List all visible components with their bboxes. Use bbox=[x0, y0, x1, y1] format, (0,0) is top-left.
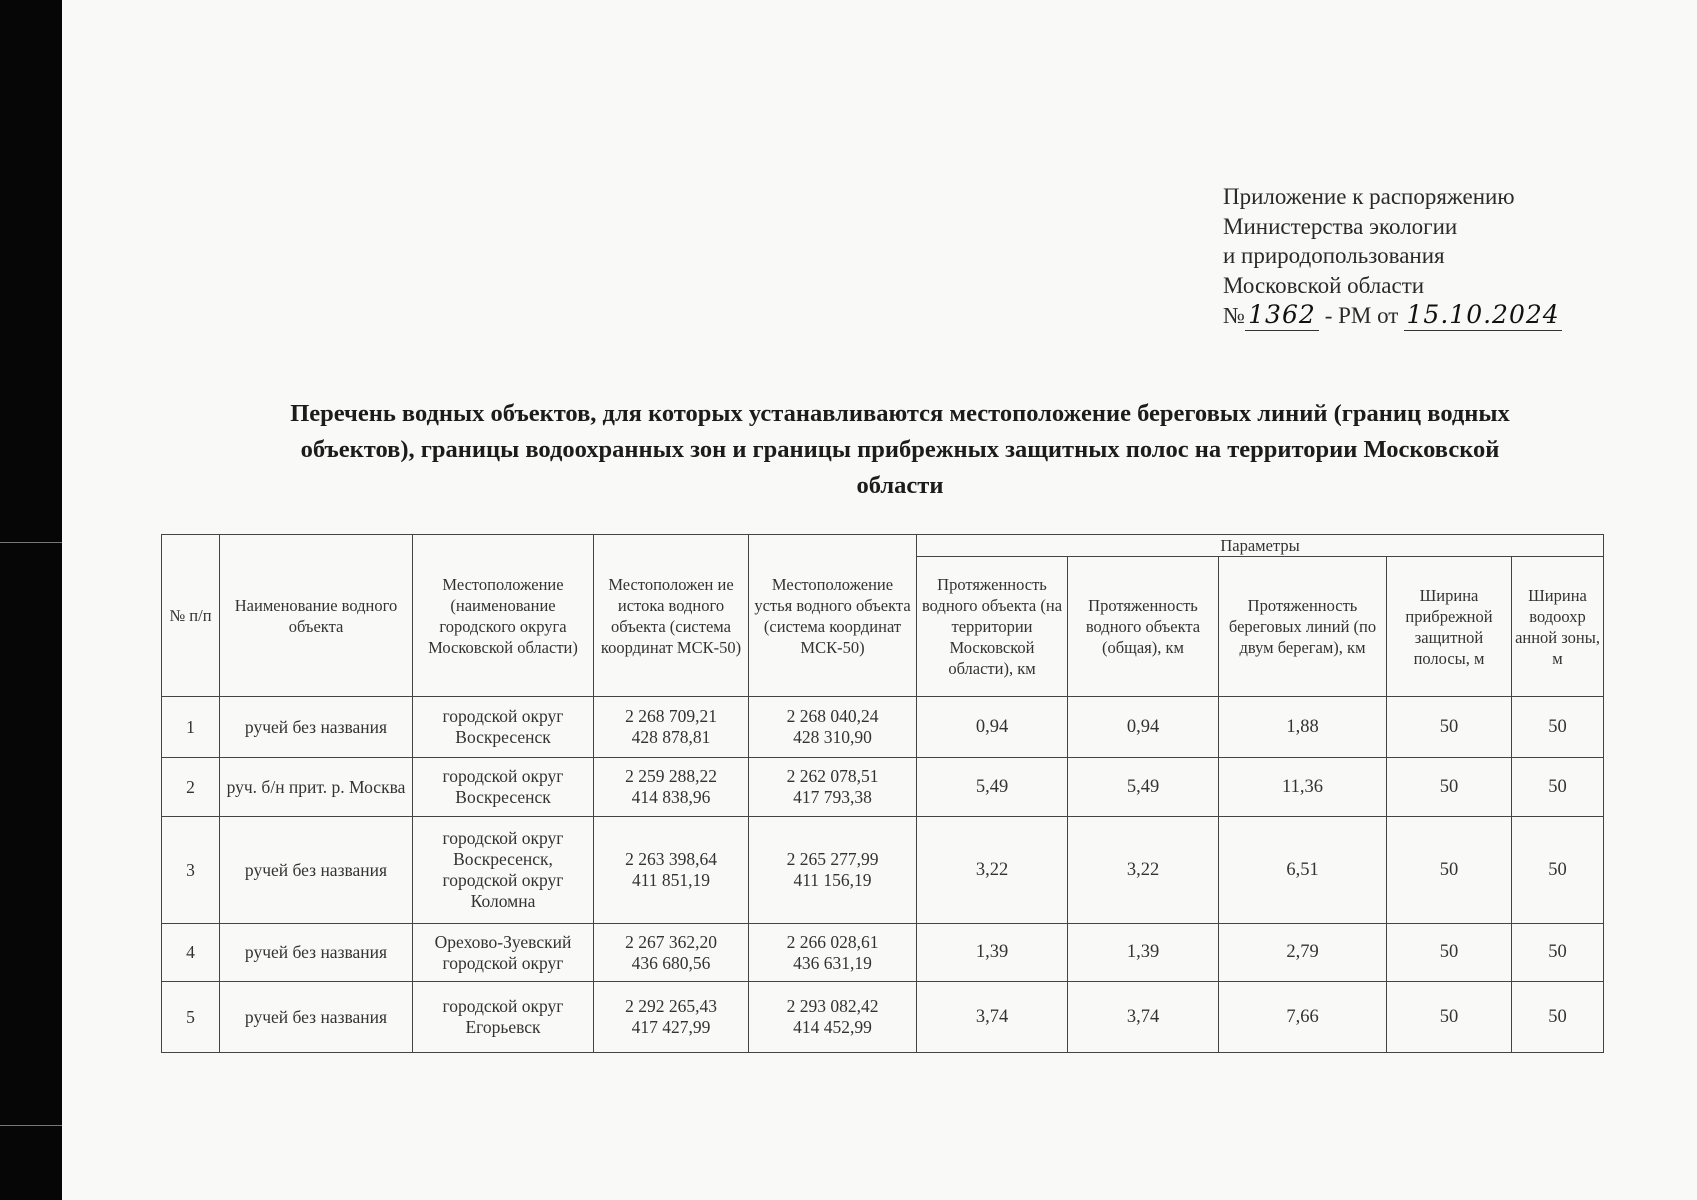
cell-location: городской округ Воскресенск bbox=[413, 697, 594, 758]
header-protection-zone: Ширина водоохр анной зоны, м bbox=[1512, 557, 1604, 697]
title-line: области bbox=[856, 472, 944, 499]
cell-coastal-strip: 50 bbox=[1387, 982, 1512, 1053]
cell-coastal-strip: 50 bbox=[1387, 697, 1512, 758]
approval-line: Московской области bbox=[1223, 272, 1425, 298]
coord-x: 2 259 288,22 bbox=[625, 766, 717, 786]
cell-shoreline: 11,36 bbox=[1219, 758, 1387, 817]
coord-y: 411 851,19 bbox=[631, 870, 711, 890]
table-row bbox=[162, 982, 1604, 1053]
header-mouth: Местоположение устья водного объекта (система координат МСК-50) bbox=[749, 535, 917, 697]
cell-source bbox=[594, 697, 749, 758]
cell-name: ручей без названия bbox=[220, 982, 413, 1053]
cell-shoreline: 2,79 bbox=[1219, 924, 1387, 982]
cell-shoreline: 7,66 bbox=[1219, 982, 1387, 1053]
coord-y: 428 878,81 bbox=[631, 727, 711, 747]
cell-protection-zone: 50 bbox=[1512, 758, 1604, 817]
handwritten-order-date: 15.10.2024 bbox=[1404, 300, 1562, 331]
approval-line: Министерства экологии bbox=[1223, 213, 1458, 239]
cell-length-region: 5,49 bbox=[917, 758, 1068, 817]
cell-protection-zone: 50 bbox=[1512, 924, 1604, 982]
title-line: Перечень водных объектов, для которых устанавливаются местоположение береговых линий (границ водных bbox=[290, 400, 1510, 427]
coord-y: 436 680,56 bbox=[631, 952, 711, 973]
cell-source bbox=[594, 924, 749, 982]
cell-mouth bbox=[749, 924, 917, 982]
approval-block bbox=[1223, 182, 1562, 331]
table-row bbox=[162, 758, 1604, 817]
cell-num: 1 bbox=[162, 697, 220, 758]
number-prefix: № bbox=[1223, 303, 1245, 328]
cell-length-region: 3,22 bbox=[917, 817, 1068, 924]
cell-mouth bbox=[749, 982, 917, 1053]
cell-num: 3 bbox=[162, 817, 220, 924]
number-suffix: - РМ от bbox=[1324, 303, 1399, 328]
header-location: Местоположение (наименование городского округа Московской области) bbox=[413, 535, 594, 697]
coord-y: 414 838,96 bbox=[631, 787, 711, 807]
water-objects-table bbox=[161, 534, 1604, 1053]
cell-length-total: 5,49 bbox=[1068, 758, 1219, 817]
cell-coastal-strip: 50 bbox=[1387, 924, 1512, 982]
cell-mouth bbox=[749, 817, 917, 924]
header-coastal-strip: Ширина прибрежной защитной полосы, м bbox=[1387, 557, 1512, 697]
cell-coastal-strip: 50 bbox=[1387, 758, 1512, 817]
coord-x: 2 263 398,64 bbox=[625, 849, 717, 869]
title-line: объектов), границы водоохранных зон и границы прибрежных защитных полос на территории Московской bbox=[300, 436, 1500, 463]
cell-name: руч. б/н прит. р. Москва bbox=[220, 758, 413, 817]
cell-location: Орехово-Зуевский городской округ bbox=[413, 924, 594, 982]
cell-protection-zone: 50 bbox=[1512, 817, 1604, 924]
cell-length-region: 0,94 bbox=[917, 697, 1068, 758]
header-num: № п/п bbox=[162, 535, 220, 697]
cell-name: ручей без названия bbox=[220, 817, 413, 924]
header-shoreline: Протяженность береговых линий (по двум берегам), км bbox=[1219, 557, 1387, 697]
document-title bbox=[170, 396, 1630, 504]
coord-x: 2 268 040,24 bbox=[786, 706, 879, 726]
cell-protection-zone: 50 bbox=[1512, 982, 1604, 1053]
coord-x: 2 267 362,20 bbox=[625, 931, 717, 952]
coord-y: 436 631,19 bbox=[793, 952, 872, 973]
cell-mouth bbox=[749, 758, 917, 817]
approval-line: и природопользования bbox=[1223, 243, 1445, 268]
header-parameters: Параметры bbox=[917, 535, 1604, 557]
coord-y: 417 793,38 bbox=[793, 787, 872, 807]
cell-source bbox=[594, 982, 749, 1053]
header-name: Наименование водного объекта bbox=[220, 535, 413, 697]
table-row bbox=[162, 697, 1604, 758]
coord-y: 414 452,99 bbox=[793, 1017, 872, 1037]
cell-location: городской округ Воскресенск bbox=[413, 758, 594, 817]
cell-name: ручей без названия bbox=[220, 924, 413, 982]
cell-length-region: 3,74 bbox=[917, 982, 1068, 1053]
coord-x: 2 266 028,61 bbox=[786, 931, 879, 952]
cell-source bbox=[594, 817, 749, 924]
cell-location: городской округ Воскресенск, городской округ Коломна bbox=[413, 817, 594, 924]
coord-x: 2 268 709,21 bbox=[625, 706, 717, 726]
scan-margin-line bbox=[0, 542, 62, 543]
coord-x: 2 262 078,51 bbox=[786, 766, 879, 786]
coord-y: 411 156,19 bbox=[793, 870, 872, 890]
handwritten-order-number: 1362 bbox=[1245, 300, 1319, 331]
scan-dark-margin bbox=[0, 0, 62, 1200]
table-row bbox=[162, 817, 1604, 924]
scan-margin-line bbox=[0, 1125, 62, 1126]
cell-length-region: 1,39 bbox=[917, 924, 1068, 982]
cell-source bbox=[594, 758, 749, 817]
cell-name: ручей без названия bbox=[220, 697, 413, 758]
cell-protection-zone: 50 bbox=[1512, 697, 1604, 758]
coord-x: 2 293 082,42 bbox=[786, 996, 879, 1016]
header-length-total: Протяженность водного объекта (общая), км bbox=[1068, 557, 1219, 697]
cell-num: 5 bbox=[162, 982, 220, 1053]
cell-num: 2 bbox=[162, 758, 220, 817]
approval-line: Приложение к распоряжению bbox=[1223, 184, 1515, 209]
coord-x: 2 265 277,99 bbox=[786, 849, 879, 869]
header-source: Местоположен ие истока водного объекта (система координат МСК-50) bbox=[594, 535, 749, 697]
coord-x: 2 292 265,43 bbox=[625, 996, 717, 1016]
cell-mouth bbox=[749, 697, 917, 758]
header-length-region: Протяженность водного объекта (на территории Московской области), км bbox=[917, 557, 1068, 697]
coord-y: 417 427,99 bbox=[631, 1017, 711, 1037]
cell-location: городской округ Егорьевск bbox=[413, 982, 594, 1053]
cell-length-total: 3,74 bbox=[1068, 982, 1219, 1053]
cell-length-total: 1,39 bbox=[1068, 924, 1219, 982]
cell-shoreline: 1,88 bbox=[1219, 697, 1387, 758]
cell-num: 4 bbox=[162, 924, 220, 982]
table-row bbox=[162, 924, 1604, 982]
cell-coastal-strip: 50 bbox=[1387, 817, 1512, 924]
cell-length-total: 3,22 bbox=[1068, 817, 1219, 924]
cell-length-total: 0,94 bbox=[1068, 697, 1219, 758]
coord-y: 428 310,90 bbox=[793, 727, 872, 747]
approval-number-line bbox=[1223, 300, 1562, 331]
cell-shoreline: 6,51 bbox=[1219, 817, 1387, 924]
